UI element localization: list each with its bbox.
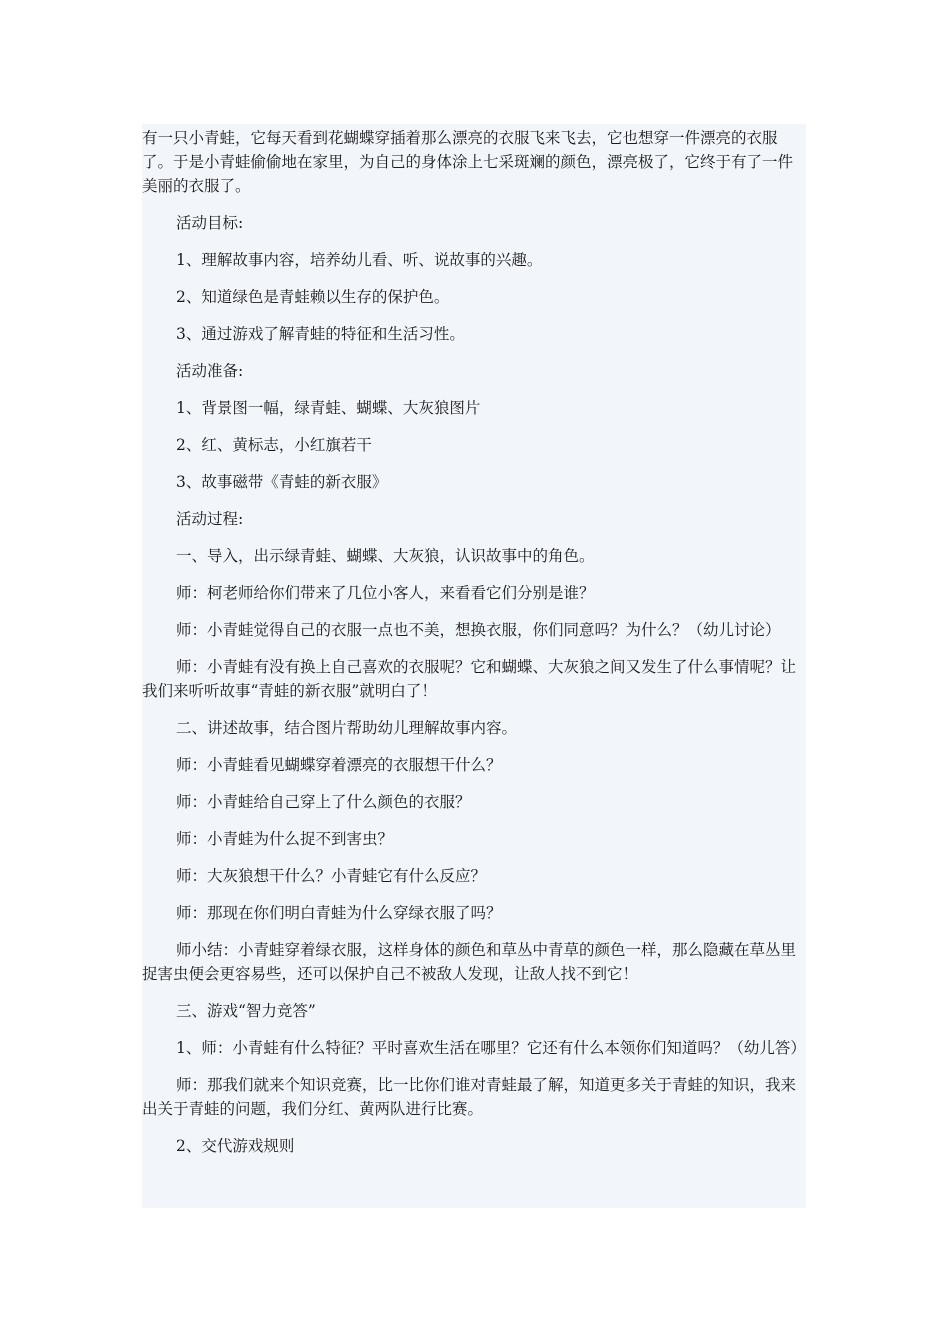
- goal-item-2: 2、知道绿色是青蛙赖以生存的保护色。: [176, 288, 450, 306]
- teacher-line: 师：那现在你们明白青蛙为什么穿绿衣服了吗？: [176, 904, 502, 922]
- process-step-3: 三、游戏“智力竞答”: [176, 1002, 316, 1020]
- heading-activity-process: 活动过程:: [176, 510, 244, 528]
- prep-item-3: 3、故事磁带《青蛙的新衣服》: [176, 473, 388, 491]
- goal-item-1: 1、理解故事内容，培养幼儿看、听、说故事的兴趣。: [176, 251, 543, 269]
- teacher-line: 师：柯老师给你们带来了几位小客人，来看看它们分别是谁？: [176, 584, 595, 602]
- teacher-line: 师：小青蛙觉得自己的衣服一点也不美，想换衣服，你们同意吗？为什么？（幼儿讨论）: [176, 621, 781, 639]
- paragraph-intro: 有一只小青蛙，它每天看到花蝴蝶穿插着那么漂亮的衣服飞来飞去，它也想穿一件漂亮的衣服了。于是小青蛙偷偷地在家里，为自己的身体涂上七采斑斓的颜色，漂亮极了，它终于有了一件美丽的衣服了。: [142, 129, 794, 195]
- game-item-1: 1、师：小青蛙有什么特征？平时喜欢生活在哪里？它还有什么本领你们知道吗？（幼儿答）: [176, 1039, 806, 1057]
- prep-item-1: 1、背景图一幅，绿青蛙、蝴蝶、大灰狼图片: [176, 399, 481, 417]
- teacher-line: 师：那我们就来个知识竞赛，比一比你们谁对青蛙最了解，知道更多关于青蛙的知识，我来出关于青蛙的问题，我们分红、黄两队进行比赛。: [142, 1076, 797, 1118]
- prep-item-2: 2、红、黄标志，小红旗若干: [176, 436, 372, 454]
- teacher-line: 师：小青蛙看见蝴蝶穿着漂亮的衣服想干什么？: [176, 756, 502, 774]
- teacher-line: 师：小青蛙有没有换上自己喜欢的衣服呢？它和蝴蝶、大灰狼之间又发生了什么事情呢？让我们来听听故事“青蛙的新衣服”就明白了！: [142, 658, 797, 700]
- heading-activity-preparation: 活动准备:: [176, 362, 244, 380]
- heading-activity-goals: 活动目标:: [176, 214, 244, 232]
- teacher-line: 师：小青蛙为什么捉不到害虫？: [176, 830, 394, 848]
- teacher-line: 师：小青蛙给自己穿上了什么颜色的衣服？: [176, 793, 471, 811]
- process-step-2: 二、讲述故事，结合图片帮助幼儿理解故事内容。: [176, 719, 518, 737]
- teacher-summary: 师小结：小青蛙穿着绿衣服，这样身体的颜色和草丛中青草的颜色一样，那么隐藏在草丛里捉害虫便会更容易些，还可以保护自己不被敌人发现，让敌人找不到它！: [142, 941, 797, 983]
- goal-item-3: 3、通过游戏了解青蛙的特征和生活习性。: [176, 325, 465, 343]
- teacher-line: 师：大灰狼想干什么？小青蛙它有什么反应？: [176, 867, 487, 885]
- game-item-2: 2、交代游戏规则: [176, 1137, 295, 1155]
- document-body: [142, 124, 806, 1208]
- process-step-1: 一、导入，出示绿青蛙、蝴蝶、大灰狼，认识故事中的角色。: [176, 547, 595, 565]
